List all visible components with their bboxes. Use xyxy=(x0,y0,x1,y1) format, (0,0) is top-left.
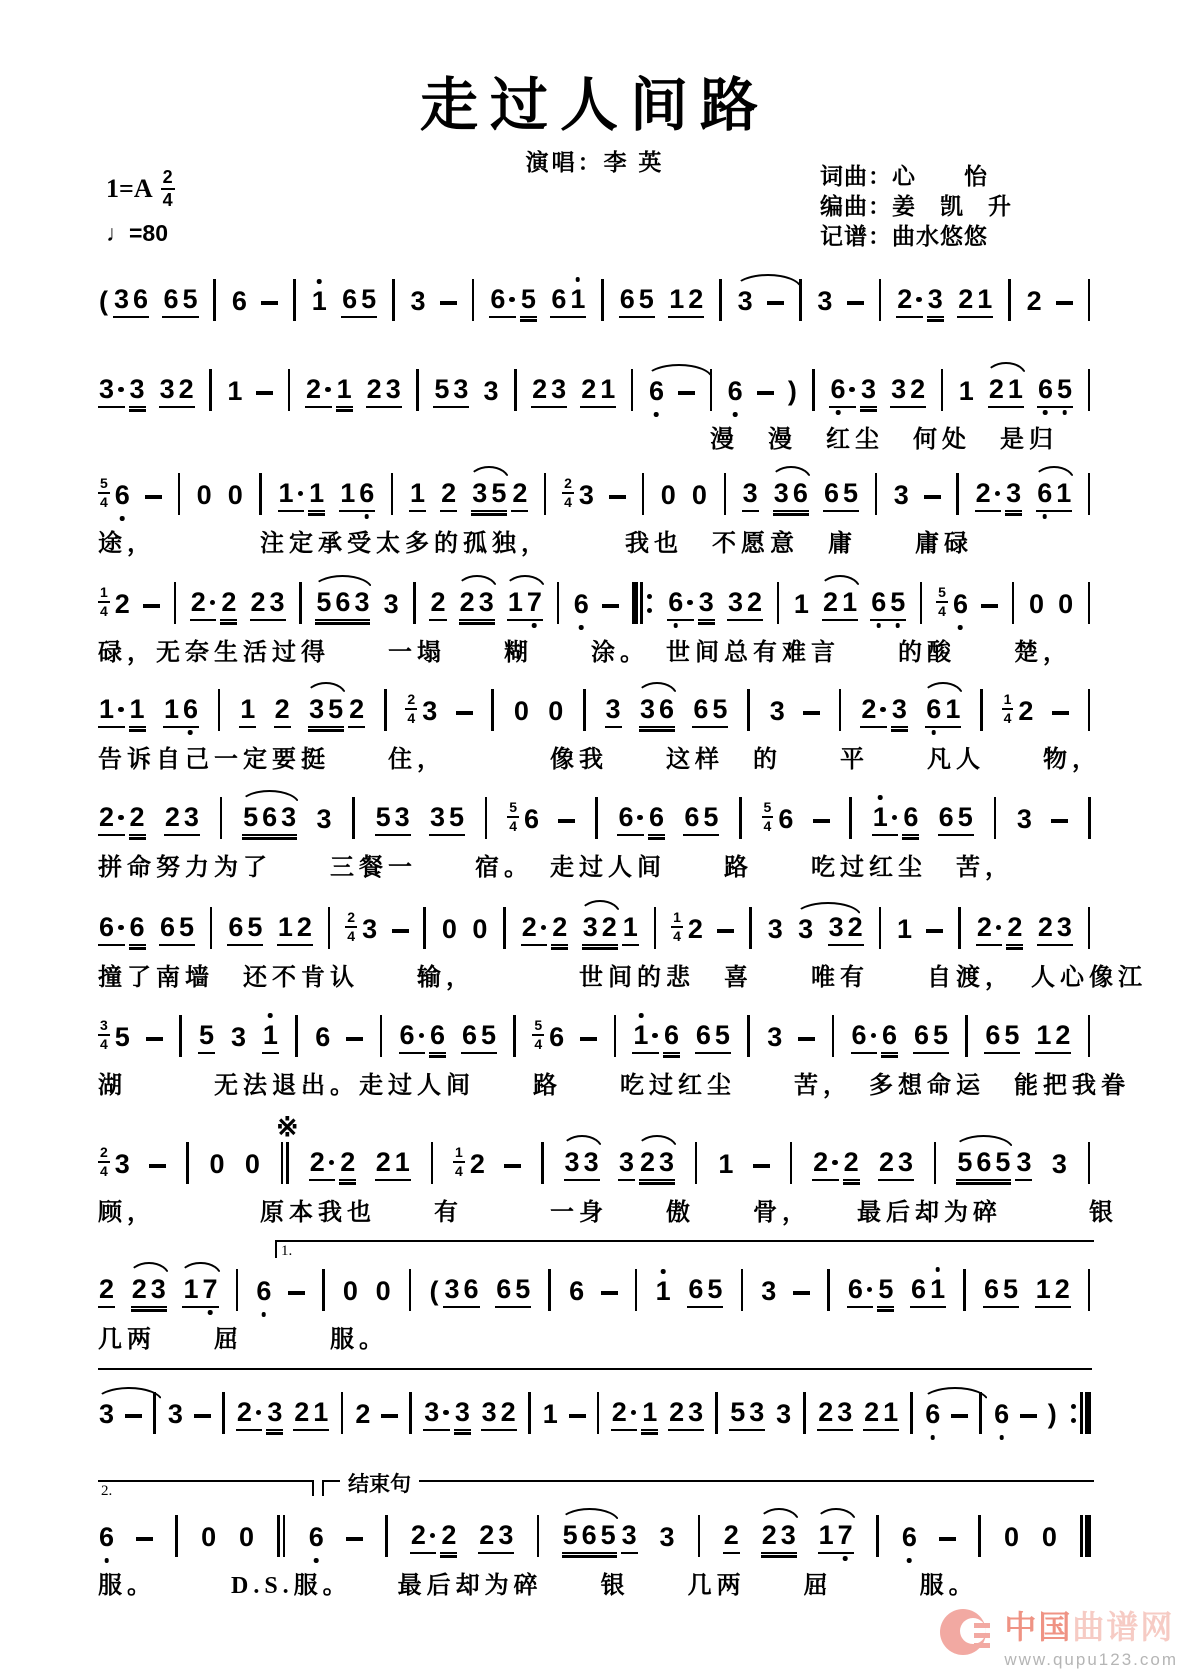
lyrics-row: 服。 D.S.服。 最后却为碎 银 几两 屈 服。 xyxy=(98,1573,978,1599)
performer-line: 演唱：李 英 xyxy=(525,150,665,175)
score-system-4 xyxy=(98,565,1092,667)
lyrics-row: 碌，无奈生活过得 一塌 糊 涂。 世间总有难言 的酸 楚， xyxy=(98,640,1072,666)
lyrics-row: 漫 漫 红尘 何处 是归 xyxy=(710,427,1058,453)
tempo-marking xyxy=(106,220,168,247)
score-system-11 xyxy=(98,1375,1092,1431)
notation-row: 6 6 6 5 6 5 1 2 $\frac{2}{4}$ 3 0 0 2 2 3 2 1 $\frac{1}{4}$ 2 3 3 3 2 1 2 2 2 3 xyxy=(98,890,1092,946)
score-system-9 xyxy=(98,1125,1118,1227)
score-system-10 xyxy=(98,1252,1092,1354)
time-bottom: 4 xyxy=(162,190,173,210)
watermark-url: www.qupu123.com xyxy=(1004,1650,1178,1669)
ending-phrase-bracket xyxy=(322,1472,1094,1496)
ending-phrase-label: 结束句 xyxy=(340,1468,419,1498)
first-ending-label: 1. xyxy=(281,1243,293,1259)
lyrics-row: 撞了南墙 还不肯认 输， 世间的悲 喜 唯有 自渡， 人心像江 xyxy=(98,965,1147,991)
key-value: 1=A xyxy=(106,173,153,203)
notation-row: 2 2 2 3 5 6 3 3 5 3 3 5 $\frac{5}{4}$ 6 6 6 6 5 $\frac{5}{4}$ 6 1 6 6 5 3 xyxy=(98,780,1092,836)
score-system-5 xyxy=(98,672,1101,774)
score-system-7 xyxy=(98,890,1147,992)
notation-row: ( 3 6 6 5 6 1 6 5 3 6 5 6 1 6 5 1 2 3 3 2 3 2 1 2 xyxy=(98,262,1092,318)
lyrics-row: 顾， 原本我也 有 一身 傲 骨， 最后却为碎 银 xyxy=(98,1200,1118,1226)
time-signature xyxy=(161,168,175,209)
credit-line: 词曲：心 怡 xyxy=(820,164,988,189)
lyrics-row: 几两 屈 服。 xyxy=(98,1327,388,1353)
second-ending-bracket xyxy=(98,1480,314,1499)
credit-line: 编曲：姜 凯 升 xyxy=(820,194,1012,219)
notation-row: 3 3 3 2 1 2 1 2 3 5 3 3 2 3 2 1 6 6 ) 6 3 3 2 1 2 1 6 5 xyxy=(98,352,1092,408)
notation-row: 1 1 1 6 1 2 3 5 2 $\frac{2}{4}$ 3 0 0 3 3 6 6 5 3 2 3 6 1 $\frac{1}{4}$ 2 xyxy=(98,672,1092,728)
credits-block xyxy=(820,162,1012,252)
lyrics-row: 告诉自己一定要挺 住， 像我 这样 的 平 凡人 物， xyxy=(98,747,1101,773)
lyrics-row: 拼命努力为了 三餐一 宿。 走过人间 路 吃过红尘 苦， xyxy=(98,855,1014,881)
score-system-8 xyxy=(98,998,1130,1100)
watermark xyxy=(940,1602,1178,1670)
song-title: 走过人间路 xyxy=(419,73,770,138)
first-ending-bracket xyxy=(275,1240,1094,1258)
tempo-note-icon: ♩ xyxy=(106,220,129,246)
notation-row: $\frac{1}{4}$ 2 2 2 2 3 5 6 3 3 2 2 3 1 7 6 6 3 3 2 1 2 1 6 5 $\frac{5}{4}$ 6 0 0 xyxy=(98,565,1092,621)
score-system-1 xyxy=(98,262,1092,318)
watermark-site-name: 中国曲谱网 xyxy=(1004,1609,1175,1645)
notation-row: 3 3 2 3 2 1 2 3 3 3 2 1 2 1 2 3 5 3 3 2 3 2 1 6 6 ) xyxy=(98,1375,1092,1431)
score-system-6 xyxy=(98,780,1092,882)
credit-line: 记谱：曲水悠悠 xyxy=(820,224,988,249)
lyrics-row: 湖 无法退出。走过人间 路 吃过红尘 苦， 多想命运 能把我眷 xyxy=(98,1073,1130,1099)
qupu-logo-icon xyxy=(940,1609,994,1663)
key-signature xyxy=(106,168,175,209)
tempo-value: =80 xyxy=(129,220,169,246)
segno-mark: ※ xyxy=(276,1112,299,1142)
score-system-3 xyxy=(98,456,1092,558)
notation-row: $\frac{2}{4}$ 3 0 0 2 2 2 1 $\frac{1}{4}$ 2 3 3 3 2 3 1 2 2 2 3 5 6 5 3 3 xyxy=(98,1125,1092,1181)
notation-row: 6 0 0 6 2 2 2 3 5 6 5 3 3 2 2 3 1 7 6 0 0 xyxy=(98,1498,1092,1554)
score-system-12 xyxy=(98,1498,1092,1600)
notation-row: 2 2 3 1 7 6 0 0 ( 3 6 6 5 6 1 6 5 3 6 5 6 1 6 5 1 2 xyxy=(98,1252,1092,1308)
time-top: 2 xyxy=(161,168,175,190)
first-ending-bracket-continuation xyxy=(98,1368,1092,1370)
score-system-2 xyxy=(98,352,1092,454)
notation-row: $\frac{5}{4}$ 6 0 0 1 1 1 6 1 2 3 5 2 $\frac{2}{4}$ 3 0 0 3 3 6 6 5 3 2 3 6 1 xyxy=(98,456,1092,512)
lyrics-row: 途， 注定承受太多的孤独， 我也 不愿意 庸 庸碌 xyxy=(98,531,973,557)
second-ending-label: 2. xyxy=(101,1483,113,1499)
notation-row: $\frac{3}{4}$ 5 5 3 1 6 6 6 6 5 $\frac{5}{4}$ 6 1 6 6 5 3 6 6 6 5 6 5 1 2 xyxy=(98,998,1092,1054)
